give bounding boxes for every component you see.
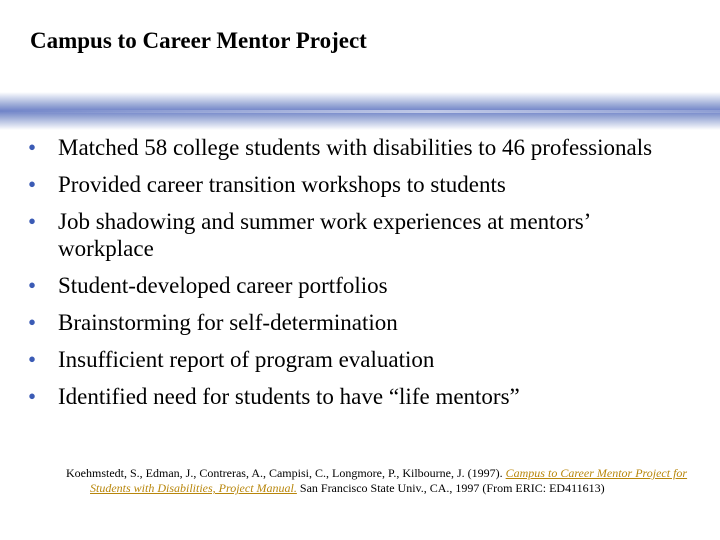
bullet-icon: • bbox=[28, 273, 37, 298]
list-item bbox=[28, 309, 688, 336]
bullet-icon: • bbox=[28, 347, 37, 372]
bullet-text: Identified need for students to have “life mentors” bbox=[58, 384, 520, 409]
list-item bbox=[28, 272, 688, 299]
bullet-text: Provided career transition workshops to students bbox=[58, 172, 506, 197]
reference-suffix: San Francisco State Univ., CA., 1997 (From ERIC: ED411613) bbox=[296, 481, 605, 495]
list-item bbox=[28, 346, 688, 373]
bullet-text: Brainstorming for self-determination bbox=[58, 310, 398, 335]
reference-citation bbox=[66, 466, 720, 496]
bullet-icon: • bbox=[28, 310, 37, 335]
list-item bbox=[28, 171, 688, 198]
bullet-text: Insufficient report of program evaluation bbox=[58, 347, 435, 372]
bullet-icon: • bbox=[28, 384, 37, 409]
bullet-icon: • bbox=[28, 135, 37, 160]
list-item bbox=[28, 383, 688, 410]
bullet-text: Student-developed career portfolios bbox=[58, 273, 388, 298]
list-item bbox=[28, 134, 688, 161]
list-item bbox=[28, 208, 688, 262]
decorative-banner bbox=[0, 92, 720, 130]
bullet-list bbox=[28, 134, 688, 420]
bullet-icon: • bbox=[28, 209, 37, 234]
bullet-icon: • bbox=[28, 172, 37, 197]
bullet-text: Job shadowing and summer work experiences at mentors’ workplace bbox=[58, 209, 590, 261]
bullet-text: Matched 58 college students with disabilities to 46 professionals bbox=[58, 135, 653, 160]
slide-title: Campus to Career Mentor Project bbox=[30, 28, 367, 53]
reference-prefix: Koehmstedt, S., Edman, J., Contreras, A., Campisi, C., Longmore, P., Kilbourne, J. (1997). bbox=[66, 466, 506, 480]
reference-link[interactable]: Campus to Career Mentor Project for Students with Disabilities, Project Manual. bbox=[90, 466, 688, 495]
